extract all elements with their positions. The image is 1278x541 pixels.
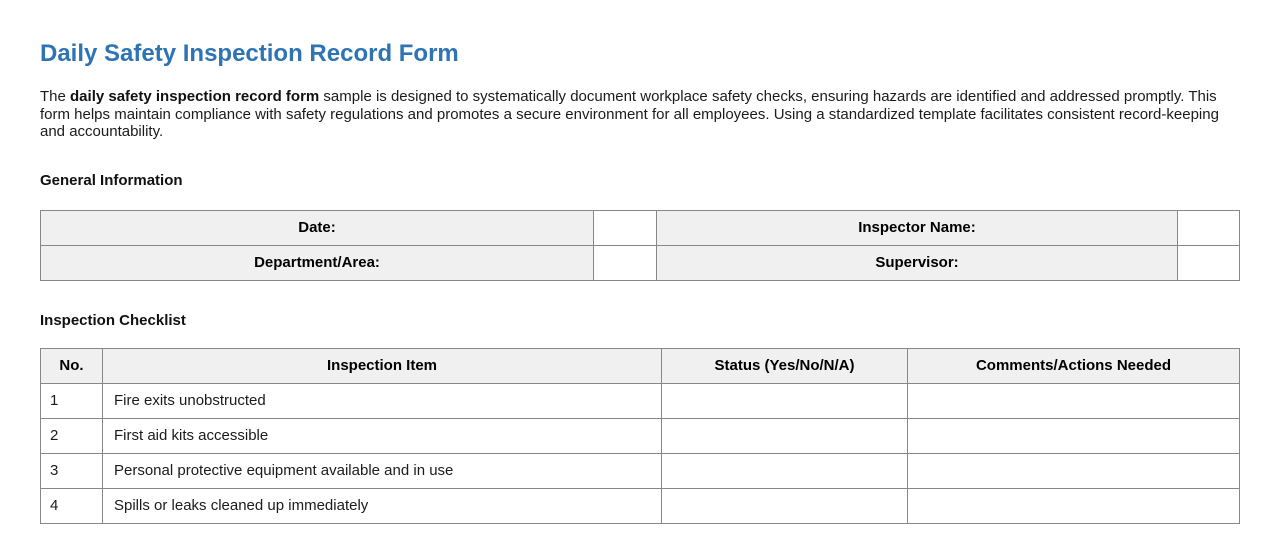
row-comments-cell	[908, 488, 1240, 523]
field-label-inspector-name: Inspector Name:	[657, 210, 1178, 245]
row-status-cell	[662, 383, 908, 418]
page-title: Daily Safety Inspection Record Form	[40, 40, 459, 67]
row-number: 1	[41, 383, 103, 418]
row-number: 4	[41, 488, 103, 523]
inspection-checklist-heading: Inspection Checklist	[40, 311, 186, 329]
inspection-checklist-table	[40, 348, 1240, 524]
field-value-department-area	[594, 245, 657, 280]
row-item: First aid kits accessible	[103, 418, 662, 453]
row-status-cell	[662, 453, 908, 488]
intro-rest: sample is designed to systematically document workplace safety checks, ensuring hazards are identified and addressed promptly. This form helps maintain compliance with safety regulations and promotes a secure environment for all employees. Using a standardized template facilitates consistent record-keeping and accountability.	[40, 88, 1219, 140]
checklist-row-1	[41, 383, 1240, 418]
column-header-comments: Comments/Actions Needed	[908, 348, 1240, 383]
field-value-date	[594, 210, 657, 245]
intro-lead: The	[40, 88, 71, 105]
checklist-header-row	[41, 348, 1240, 383]
column-header-inspection-item: Inspection Item	[103, 348, 662, 383]
document-page	[0, 40, 1240, 524]
row-status-cell	[662, 488, 908, 523]
row-comments-cell	[908, 418, 1240, 453]
row-comments-cell	[908, 383, 1240, 418]
row-number: 2	[41, 418, 103, 453]
row-comments-cell	[908, 453, 1240, 488]
field-label-supervisor: Supervisor:	[657, 245, 1178, 280]
field-label-date: Date:	[41, 210, 594, 245]
checklist-row-2	[41, 418, 1240, 453]
general-information-heading: General Information	[40, 171, 183, 189]
column-header-no: No.	[41, 348, 103, 383]
row-status-cell	[662, 418, 908, 453]
field-value-supervisor	[1178, 245, 1240, 280]
checklist-row-4	[41, 488, 1240, 523]
info-row-2	[41, 245, 1240, 280]
row-item: Fire exits unobstructed	[103, 383, 662, 418]
row-item: Personal protective equipment available and in use	[103, 453, 662, 488]
column-header-status: Status (Yes/No/N/A)	[662, 348, 908, 383]
row-number: 3	[41, 453, 103, 488]
field-value-inspector-name	[1178, 210, 1240, 245]
checklist-row-3	[41, 453, 1240, 488]
intro-paragraph	[40, 88, 1240, 141]
info-row-1	[41, 210, 1240, 245]
intro-bold-phrase: daily safety inspection record form	[70, 88, 320, 105]
field-label-department-area: Department/Area:	[41, 245, 594, 280]
row-item: Spills or leaks cleaned up immediately	[103, 488, 662, 523]
general-information-table	[40, 210, 1240, 281]
